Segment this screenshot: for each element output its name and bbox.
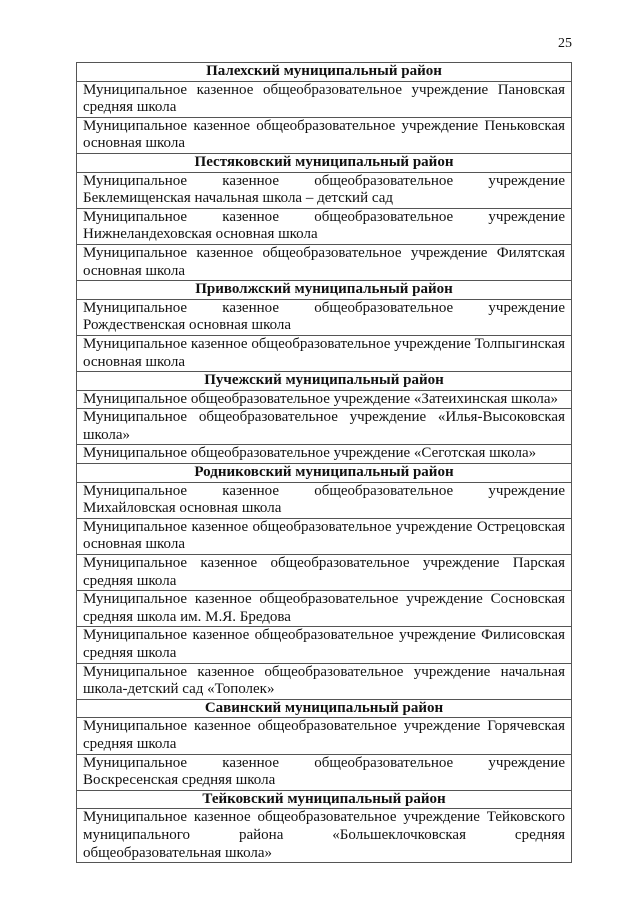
table-row bbox=[77, 663, 572, 699]
district-header-row bbox=[77, 281, 572, 300]
district-header-row bbox=[77, 699, 572, 718]
school-name: Муниципальное общеобразовательное учреждение «Сеготская школа» bbox=[77, 445, 572, 464]
table-row bbox=[77, 627, 572, 663]
district-header-row bbox=[77, 464, 572, 483]
school-name: Муниципальное казенное общеобразовательное учреждение Сосновская средняя школа им. М.Я. Бредова bbox=[77, 591, 572, 627]
table-row bbox=[77, 409, 572, 445]
table-row bbox=[77, 518, 572, 554]
district-name: Пестяковский муниципальный район bbox=[77, 153, 572, 172]
school-name: Муниципальное казенное общеобразовательное учреждение Пеньковская основная школа bbox=[77, 117, 572, 153]
district-name: Приволжский муниципальный район bbox=[77, 281, 572, 300]
district-name: Палехский муниципальный район bbox=[77, 63, 572, 82]
table-row bbox=[77, 335, 572, 371]
school-name: Муниципальное казенное общеобразовательное учреждение Толпыгинская основная школа bbox=[77, 335, 572, 371]
table-row bbox=[77, 754, 572, 790]
school-name: Муниципальное общеобразовательное учреждение «Илья-Высоковская школа» bbox=[77, 409, 572, 445]
table-row bbox=[77, 81, 572, 117]
school-name: Муниципальное казенное общеобразовательное учреждение начальная школа-детский сад «Тополек» bbox=[77, 663, 572, 699]
school-name: Муниципальное казенное общеобразовательное учреждение Парская средняя школа bbox=[77, 555, 572, 591]
table-row bbox=[77, 591, 572, 627]
school-name: Муниципальное казенное общеобразовательное учреждение Рождественская основная школа bbox=[77, 299, 572, 335]
school-name: Муниципальное казенное общеобразовательное учреждение Нижнеландеховская основная школа bbox=[77, 208, 572, 244]
table-row bbox=[77, 482, 572, 518]
school-name: Муниципальное казенное общеобразовательное учреждение Тейковского муниципального района «Большеклочковская средняя общеобразовательная школа» bbox=[77, 809, 572, 863]
district-header-row bbox=[77, 153, 572, 172]
school-name: Муниципальное общеобразовательное учреждение «Затеихинская школа» bbox=[77, 390, 572, 409]
school-name: Муниципальное казенное общеобразовательное учреждение Горячевская средняя школа bbox=[77, 718, 572, 754]
page-number: 25 bbox=[558, 36, 572, 51]
district-header-row bbox=[77, 790, 572, 809]
district-header-row bbox=[77, 372, 572, 391]
table-row bbox=[77, 208, 572, 244]
school-name: Муниципальное казенное общеобразовательное учреждение Острецовская основная школа bbox=[77, 518, 572, 554]
district-name: Родниковский муниципальный район bbox=[77, 464, 572, 483]
table-row bbox=[77, 809, 572, 863]
school-name: Муниципальное казенное общеобразовательное учреждение Воскресенская средняя школа bbox=[77, 754, 572, 790]
table-row bbox=[77, 555, 572, 591]
table-row bbox=[77, 718, 572, 754]
school-name: Муниципальное казенное общеобразовательное учреждение Филисовская средняя школа bbox=[77, 627, 572, 663]
district-name: Пучежский муниципальный район bbox=[77, 372, 572, 391]
table-row bbox=[77, 244, 572, 280]
table-row bbox=[77, 390, 572, 409]
table-row bbox=[77, 299, 572, 335]
school-name: Муниципальное казенное общеобразовательное учреждение Пановская средняя школа bbox=[77, 81, 572, 117]
table-row bbox=[77, 117, 572, 153]
school-name: Муниципальное казенное общеобразовательное учреждение Беклемищенская начальная школа – детский сад bbox=[77, 172, 572, 208]
district-name: Тейковский муниципальный район bbox=[77, 790, 572, 809]
school-name: Муниципальное казенное общеобразовательное учреждение Михайловская основная школа bbox=[77, 482, 572, 518]
table-row bbox=[77, 172, 572, 208]
district-name: Савинский муниципальный район bbox=[77, 699, 572, 718]
schools-table bbox=[76, 62, 572, 863]
school-name: Муниципальное казенное общеобразовательное учреждение Филятская основная школа bbox=[77, 244, 572, 280]
district-header-row bbox=[77, 63, 572, 82]
table-row bbox=[77, 445, 572, 464]
